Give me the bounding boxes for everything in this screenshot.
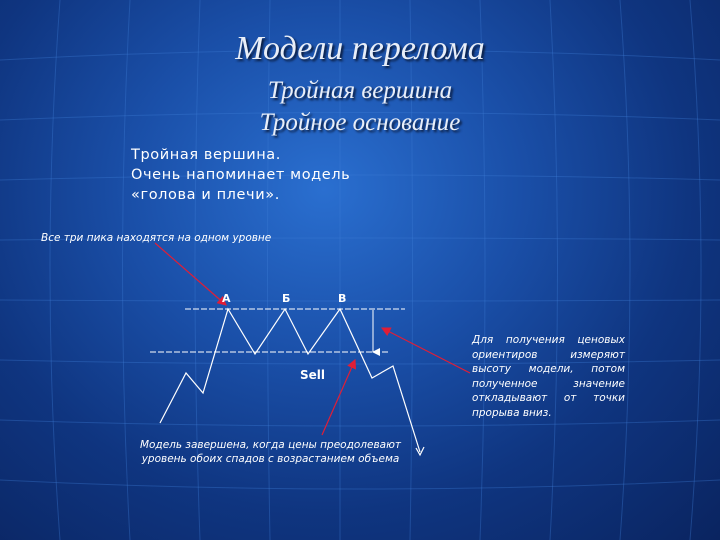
note-price-target: Для получения ценовых ориентиров измеряют высоту модели, потом полученное значение откладывают от точки прорыва вниз.	[472, 334, 625, 419]
intro-line: Очень напоминает модель	[131, 167, 351, 183]
price-line	[160, 309, 420, 452]
note-pattern-complete	[118, 438, 423, 466]
slide-title: Модели перелома	[235, 30, 485, 67]
note-complete-line: Модель завершена, когда цены преодолевают	[139, 439, 402, 451]
sell-label: Sell	[300, 368, 326, 382]
note-peaks-level: Все три пика находятся на одном уровне	[41, 232, 272, 244]
slide-subtitle-triple-bottom: Тройное основание	[259, 109, 461, 136]
peak-label-b: Б	[282, 292, 291, 305]
arrow-target-note	[382, 328, 470, 373]
arrow-complete-note	[322, 360, 355, 435]
peak-label-a: А	[222, 292, 231, 305]
intro-line: «голова и плечи».	[131, 187, 280, 203]
slide-subtitle-triple-top: Тройная вершина	[267, 77, 453, 104]
arrow-peaks-note	[155, 243, 226, 305]
intro-line: Тройная вершина.	[131, 147, 281, 163]
peak-label-v: В	[338, 292, 347, 305]
note-complete-line: уровень обоих спадов с возрастанием объема	[141, 453, 400, 465]
